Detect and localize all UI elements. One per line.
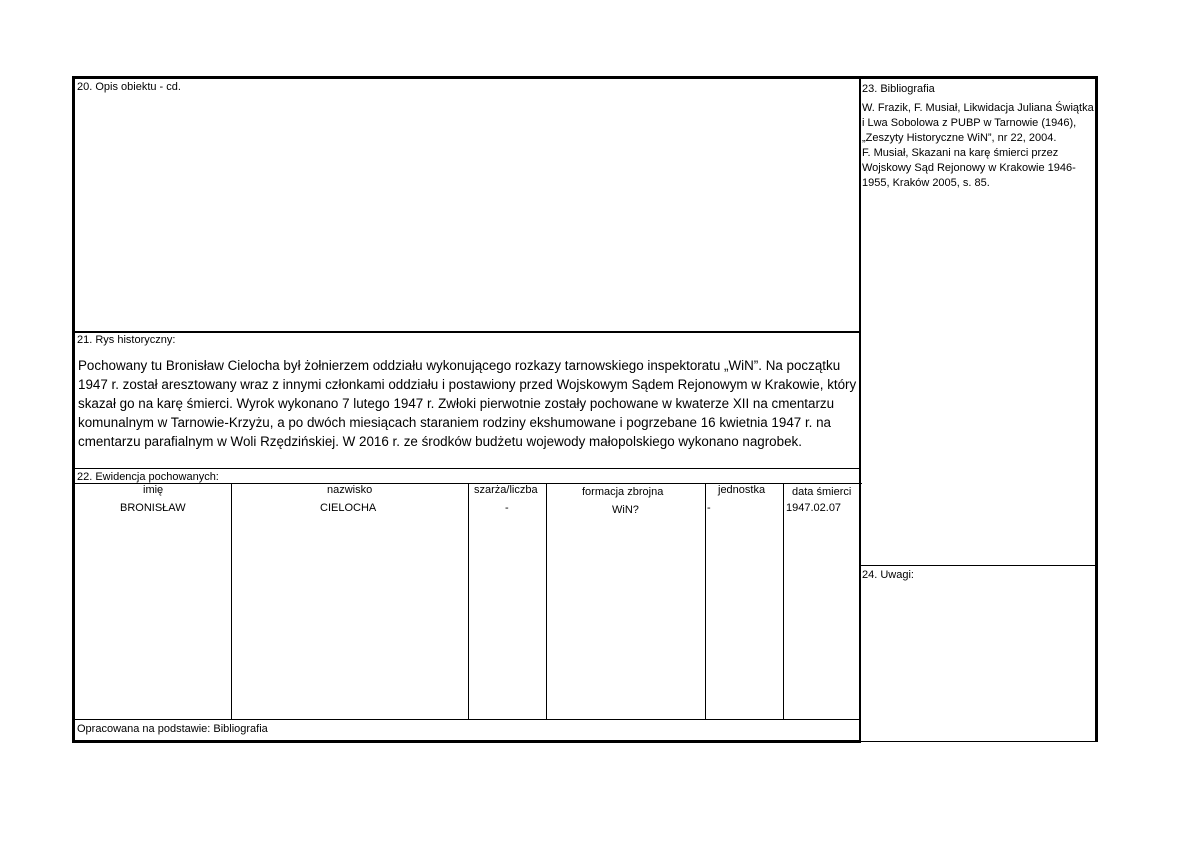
column-header-nazwisko: nazwisko [327,484,373,496]
section-ewidencja [72,468,861,720]
column-divider [231,483,232,720]
column-divider [546,483,547,720]
section-opis [72,76,861,333]
bibliografia-label: 23. Bibliografia [862,83,935,95]
uwagi-label: 24. Uwagi: [862,569,914,581]
rys-label: 21. Rys historyczny: [77,334,176,346]
rys-text: Pochowany tu Bronisław Cielocha był żołnierzem oddziału wykonującego rozkazy tarnowskiego inspektoratu „WiN”. Na początku 1947 r. został aresztowany wraz z innymi członkami oddziału i postawiony przed Wojskowym Sądem Rejonowym w Krakowie, który skazał go na karę śmierci. Wyrok wykonano 7 lutego 1947 r. Zwłoki pierwotnie zostały pochowane w kwaterze XII na cmentarzu komunalnym w Tarnowie-Krzyżu, a po dwóch miesiącach staraniem rodziny ekshumowane i pogrzebane 16 kwietnia 1947 r. na cmentarzu parafialnym w Woli Rzędzińskiej. W 2016 r. ze środków budżetu wojewody małopolskiego wykonano nagrobek. [78,358,857,449]
column-divider [468,483,469,720]
section-opracowana [72,719,861,743]
column-header-jednostka: jednostka [718,484,766,496]
ewidencja-label: 22. Ewidencja pochowanych: [77,471,219,483]
column-header-formacja: formacja zbrojna [582,486,664,498]
column-header-data: data śmierci [792,486,852,498]
table-cell-formacja: WiN? [612,504,639,516]
column-divider [705,483,706,720]
table-cell-szarza: - [505,502,509,514]
table-cell-data: 1947.02.07 [786,502,842,514]
column-divider [783,483,784,720]
column-header-szarza: szarża/liczba [474,484,538,496]
table-cell-nazwisko: CIELOCHA [320,502,377,514]
table-cell-imie: BRONISŁAW [120,502,186,514]
record-form [72,76,1098,743]
opracowana-label: Opracowana na podstawie: Bibliografia [77,723,268,735]
table-cell-jednostka: - [707,502,711,514]
section-bibliografia [859,76,1098,566]
column-header-imie: imię [143,484,164,496]
opis-label: 20. Opis obiektu - cd. [77,81,181,93]
section-uwagi [859,565,1098,742]
bibliografia-text: W. Frazik, F. Musiał, Likwidacja Juliana Świątka i Lwa Sobolowa z PUBP w Tarnowie (1946), „Zeszyty Historyczne WiN”, nr 22, 2004. F. Musiał, Skazani na karę śmierci przez Wojskowy Sąd Rejonowy w Krakowie 1946-1955, Kraków 2005, s. 85. [862,102,1094,189]
section-rys [72,331,861,469]
